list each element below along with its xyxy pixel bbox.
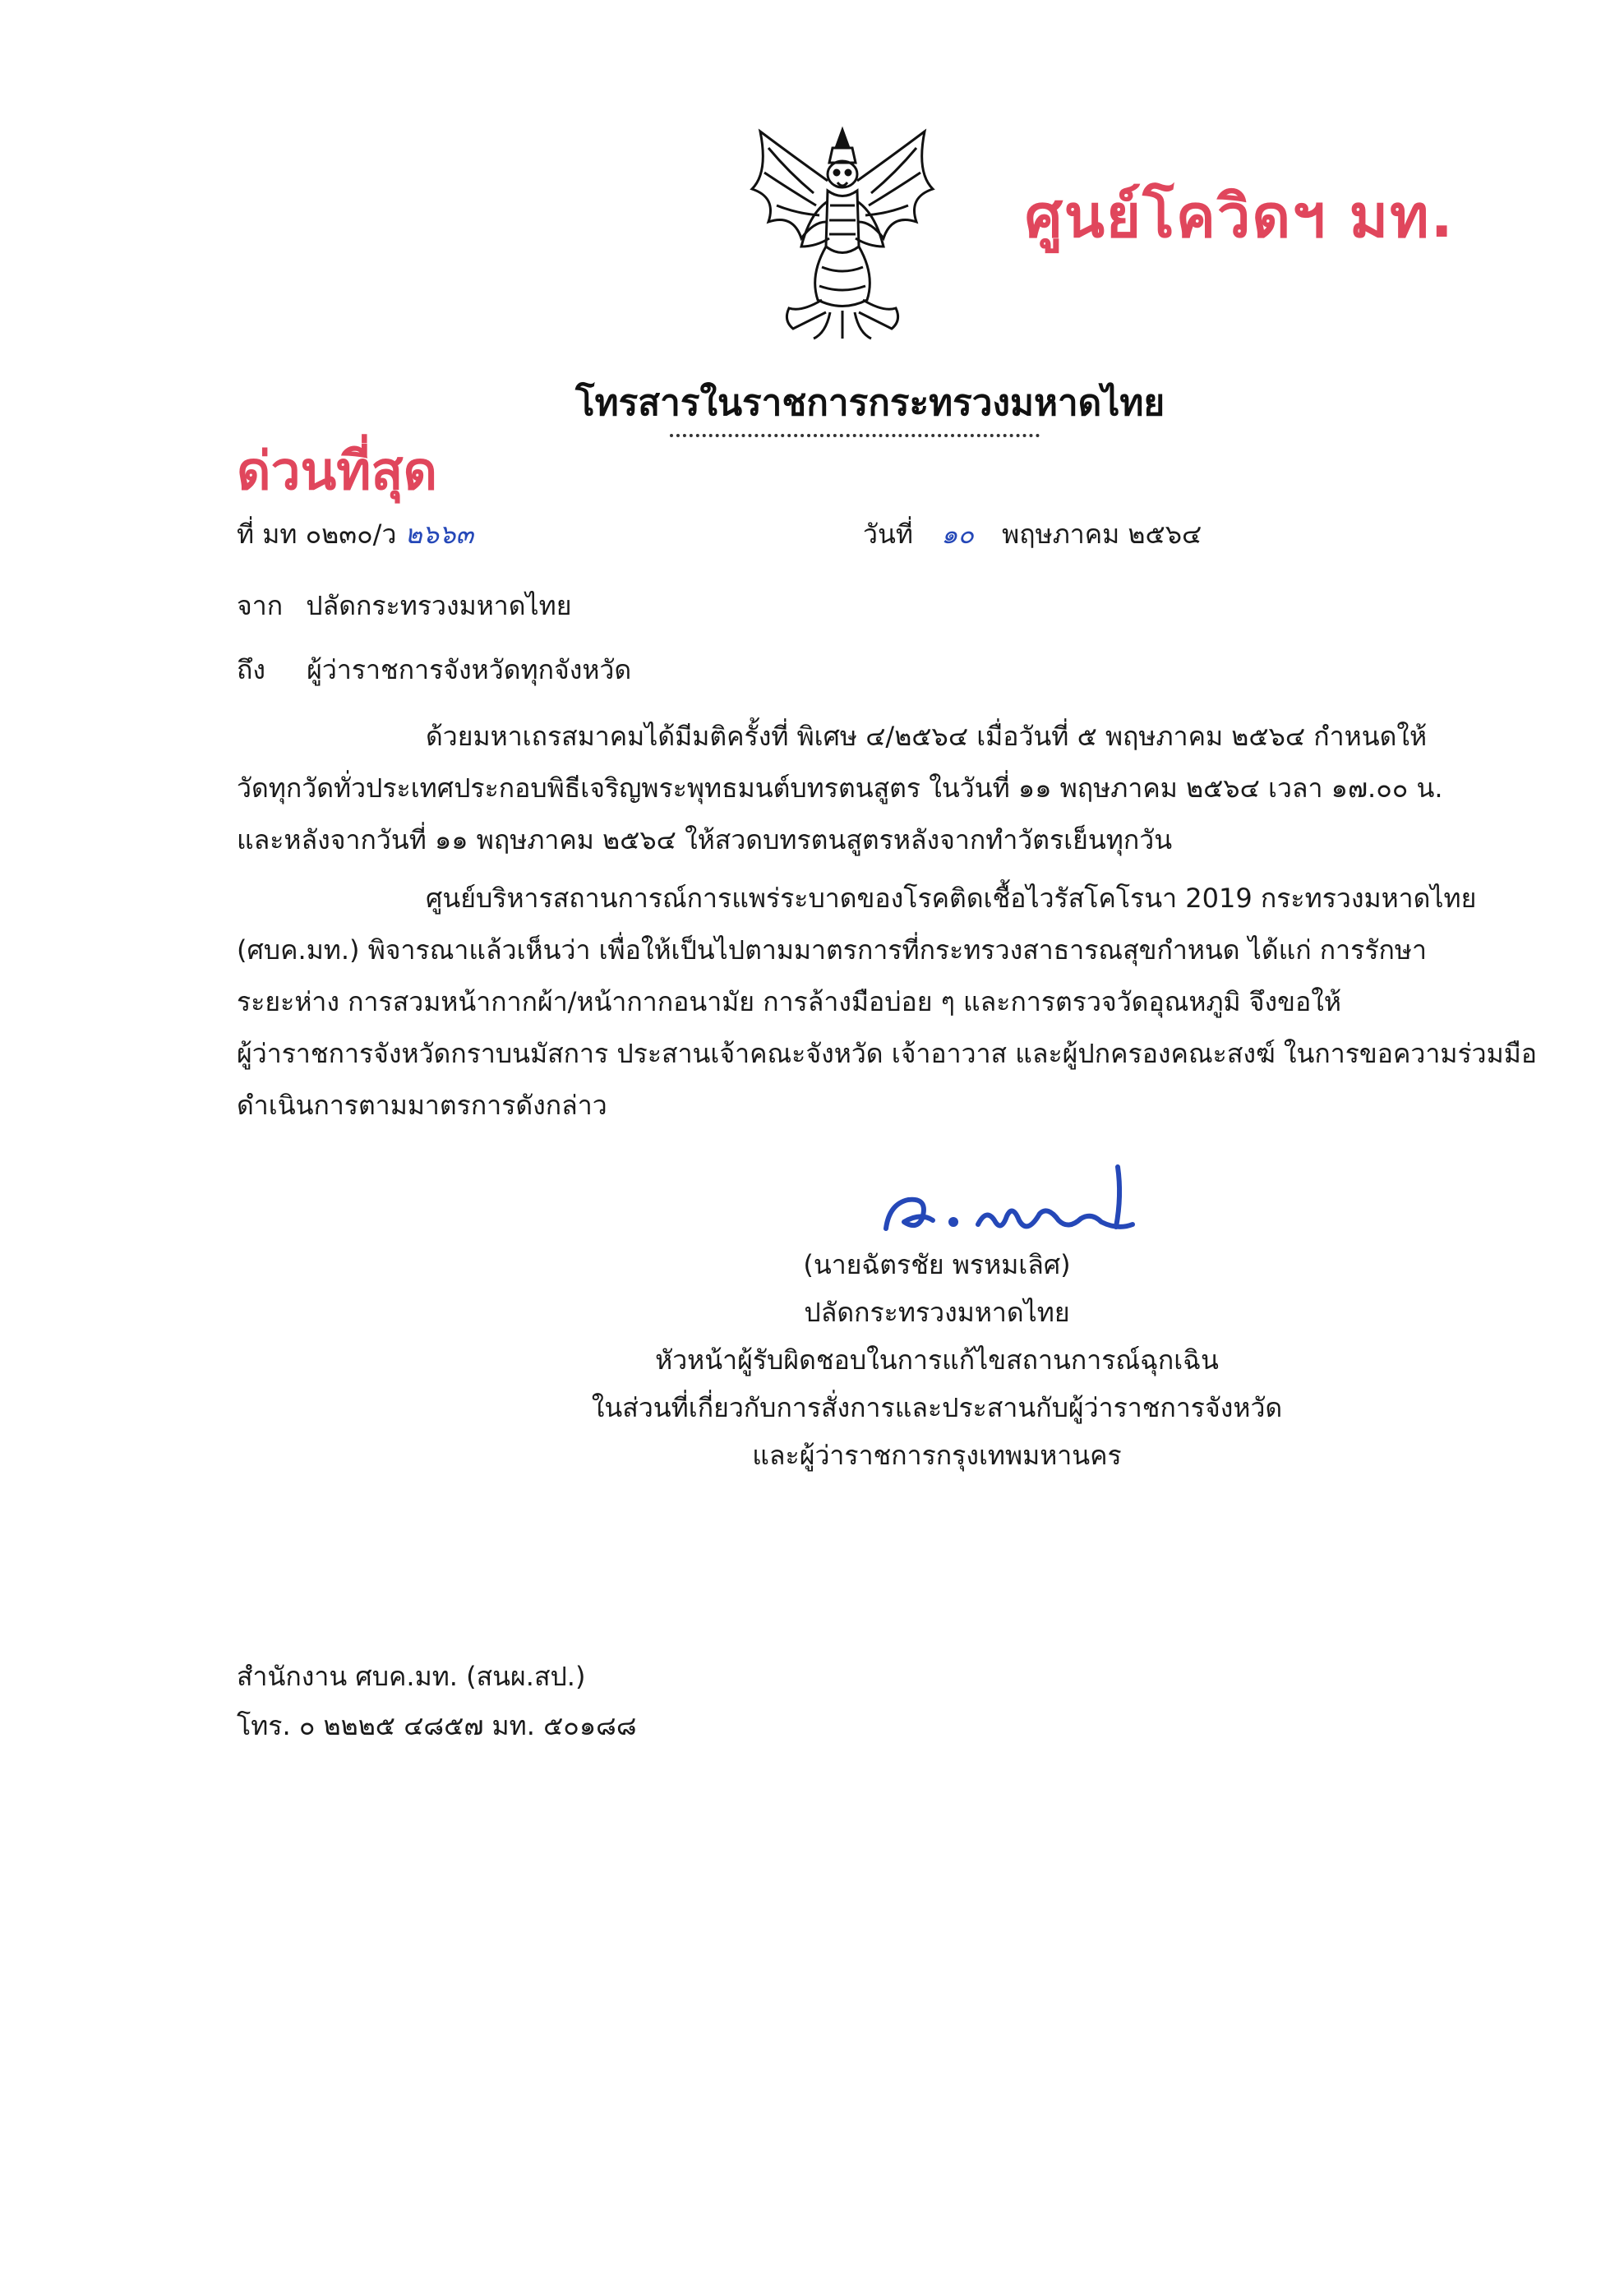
- date-day-handwritten: ๑๐: [941, 519, 974, 550]
- reference-prefix: ที่ มท ๐๒๓๐/ว: [237, 519, 397, 550]
- signatory-position: หัวหน้าผู้รับผิดชอบในการแก้ไขสถานการณ์ฉุกเฉิน: [655, 1344, 1219, 1376]
- reference-number: [237, 514, 473, 556]
- footer-office: สำนักงาน ศบค.มท. (สนผ.สป.): [237, 1661, 586, 1692]
- paragraph-1: [237, 711, 1460, 866]
- from-line: [237, 585, 571, 627]
- document-title: โทรสารในราชการกระทรวงมหาดไทย: [575, 382, 1165, 424]
- to-label: ถึง: [237, 654, 265, 685]
- paragraph-line: ผู้ว่าราชการจังหวัดกราบนมัสการ ประสานเจ้าคณะจังหวัด เจ้าอาวาส และผู้ปกครองคณะสงฆ์ ในการขอความร่วมมือ: [237, 1038, 1538, 1069]
- signature-block: [559, 1241, 1315, 1479]
- date-label: วันที่: [863, 519, 913, 550]
- signatory-position: ในส่วนที่เกี่ยวกับการสั่งการและประสานกับผู้ว่าราชการจังหวัด: [591, 1392, 1283, 1423]
- paragraph-line: ระยะห่าง การสวมหน้ากากผ้า/หน้ากากอนามัย การล้างมือบ่อย ๆ และการตรวจวัดอุณหภูมิ จึงขอให้: [237, 986, 1341, 1017]
- document-date: [863, 514, 1202, 556]
- handwritten-signature-icon: [871, 1155, 1151, 1245]
- reference-number-handwritten: ๒๖๖๓: [404, 519, 474, 550]
- covid-center-stamp: ศูนย์โควิดฯ มท.: [1025, 182, 1455, 251]
- paragraph-line: ศูนย์บริหารสถานการณ์การแพร่ระบาดของโรคติดเชื้อไวรัสโคโรนา 2019 กระทรวงมหาดไทย: [426, 883, 1477, 914]
- paragraph-line: ดำเนินการตามมาตรการดังกล่าว: [237, 1090, 607, 1121]
- to-line: [237, 649, 631, 691]
- signatory-position: ปลัดกระทรวงมหาดไทย: [804, 1297, 1070, 1328]
- urgency-label: ด่วนที่สุด: [237, 441, 438, 502]
- paragraph-line: (ศบค.มท.) พิจารณาแล้วเห็นว่า เพื่อให้เป็นไปตามมาตรการที่กระทรวงสาธารณสุขกำหนด ได้แก่ การรักษา: [237, 934, 1427, 966]
- paragraph-line: ด้วยมหาเถรสมาคมได้มีมติครั้งที่ พิเศษ ๔/๒๕๖๔ เมื่อวันที่ ๕ พฤษภาคม ๒๕๖๔ กำหนดให้: [426, 721, 1428, 752]
- paragraph-2: [237, 873, 1538, 1132]
- garuda-emblem-icon: [744, 123, 941, 345]
- footer-phone: โทร. ๐ ๒๒๒๕ ๔๘๕๗ มท. ๕๐๑๘๘: [237, 1710, 637, 1741]
- paragraph-line: วัดทุกวัดทั่วประเทศประกอบพิธีเจริญพระพุทธมนต์บทรตนสูตร ในวันที่ ๑๑ พฤษภาคม ๒๕๖๔ เวลา ๑๗.๐๐ น.: [237, 772, 1443, 804]
- title-dotted-line: [670, 434, 1040, 437]
- date-month-year: พฤษภาคม ๒๕๖๔: [1002, 519, 1202, 550]
- paragraph-line: และหลังจากวันที่ ๑๑ พฤษภาคม ๒๕๖๔ ให้สวดบทรตนสูตรหลังจากทำวัตรเย็นทุกวัน: [237, 824, 1173, 855]
- from-label: จาก: [237, 590, 284, 621]
- to-value: ผู้ว่าราชการจังหวัดทุกจังหวัด: [307, 654, 632, 685]
- footer: [237, 1652, 637, 1750]
- from-value: ปลัดกระทรวงมหาดไทย: [306, 590, 572, 621]
- signatory-name: (นายฉัตรชัย พรหมเลิศ): [803, 1249, 1071, 1280]
- signatory-position: และผู้ว่าราชการกรุงเทพมหานคร: [752, 1440, 1122, 1471]
